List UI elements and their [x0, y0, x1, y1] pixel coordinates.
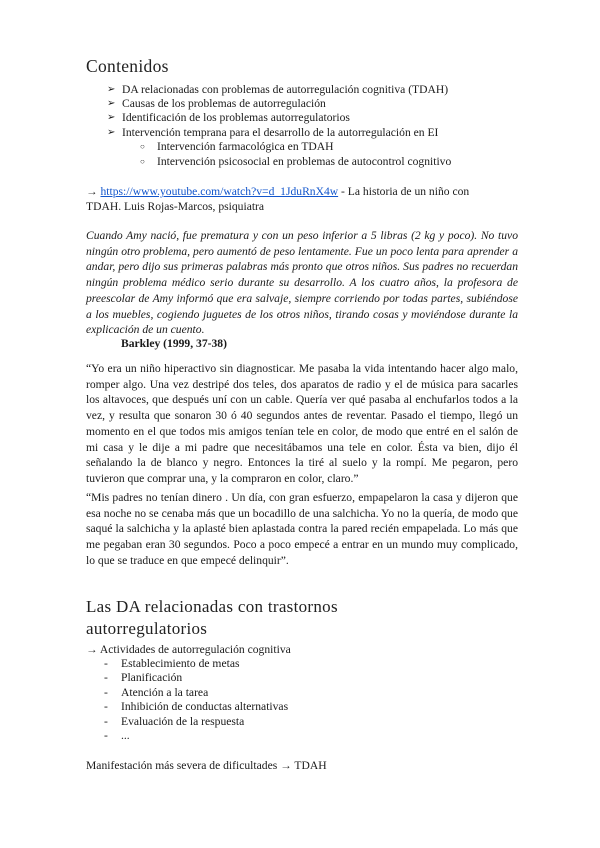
- list-dash: -: [104, 657, 108, 670]
- video-description-line2: TDAH. Luis Rojas-Marcos, psiquiatra: [86, 200, 265, 213]
- section-heading: Las DA relacionadas con trastornos autorregulatorios: [86, 597, 338, 638]
- section-intro: → Actividades de autorregulación cognitiva: [86, 643, 291, 656]
- bullet-arrow-icon: ➢: [107, 84, 116, 95]
- list-dash: -: [104, 729, 108, 742]
- list-item: Atención a la tarea: [121, 686, 209, 699]
- list-dash: -: [104, 715, 108, 728]
- video-description: - La historia de un niño con: [338, 185, 470, 198]
- bullet-arrow-icon: ➢: [107, 127, 116, 138]
- case-quote: Cuando Amy nació, fue prematura y con un peso inferior a 5 libras (2 kg y poco). No tuvo ningún otro problema, pero aumentó de peso lentamente. Fue un poco lenta para aprender a andar, pero dijo sus primeras palabras más pronto que otros niños. Sus padres no recuerdan ningún problema médico serio durante su desarrollo. A los cuatro años, la profesora de preescolar de Amy informó que era salvaje, siempre corriendo por todas partes, subiéndose a los muebles, cogiendo juguetes de los otros niños, tirando cosas y moviéndose durante la explicación de un cuento.: [86, 229, 518, 337]
- bullet-circle-icon: ○: [140, 157, 145, 166]
- arrow-right-icon: →: [86, 185, 98, 198]
- testimony-quote: “Mis padres no tenían dinero . Un día, con gran esfuerzo, empapelaron la casa y dijeron que esa noche no se cenaba más que un bocadillo de una salchicha. Yo no la quería, de modo que saqué la salchicha y la aplasté bien aplastada contra la pared recién empapelada. Lo más que me pegaban eran 30 segundos. Poco a poco empecé a entrar en un mundo muy complicado, lo que se traduce en que empecé delinquir”.: [86, 491, 518, 567]
- contents-item: Identificación de los problemas autorregulatorios: [122, 111, 350, 124]
- list-dash: -: [104, 686, 108, 699]
- contents-item: Intervención temprana para el desarrollo de la autorregulación en EI: [122, 126, 439, 139]
- list-item: ...: [121, 729, 130, 742]
- bullet-circle-icon: ○: [140, 142, 145, 151]
- section-footer: Manifestación más severa de dificultades → TDAH: [86, 759, 327, 772]
- contents-subitem: Intervención farmacológica en TDAH: [157, 140, 334, 153]
- citation: Barkley (1999, 37-38): [121, 337, 227, 350]
- video-link[interactable]: https://www.youtube.com/watch?v=d_1JduRnX4w: [100, 185, 339, 198]
- list-item: Establecimiento de metas: [121, 657, 240, 670]
- bullet-arrow-icon: ➢: [107, 98, 116, 109]
- video-reference: [86, 185, 469, 199]
- testimony-quote: “Yo era un niño hiperactivo sin diagnosticar. Me pasaba la vida intentando hacer algo malo, romper algo. Una vez destripé dos teles, dos aparatos de radio y el de música para sacarles los altavoces, que después uní con un cable. Quería ver qué pasaba al enchufarlos todos a la vez, y resulta que sonaron 30 ó 40 segundos antes de reventar. Pasado el tiempo, llegó un momento en el que todos mis amigos tenían tele en color, de modo que entré en el salón de mi casa y le dije a mi padre que necesitábamos una tele en color. Ésta va bien, dijo él señalando la de blanco y negro. Entonces la tiré al suelo y la rompí. Me pegaron, pero tuvieron que comprar una, y la compraron en color, claro.”: [86, 362, 518, 485]
- list-item: Evaluación de la respuesta: [121, 715, 245, 728]
- list-dash: -: [104, 700, 108, 713]
- contents-subitem: Intervención psicosocial en problemas de autocontrol cognitivo: [157, 155, 452, 168]
- contents-heading: Contenidos: [86, 56, 169, 76]
- list-item: Inhibición de conductas alternativas: [121, 700, 289, 713]
- bullet-arrow-icon: ➢: [107, 112, 116, 123]
- list-dash: -: [104, 671, 108, 684]
- list-item: Planificación: [121, 671, 183, 684]
- contents-item: Causas de los problemas de autorregulación: [122, 97, 326, 110]
- contents-item: DA relacionadas con problemas de autorregulación cognitiva (TDAH): [122, 83, 449, 96]
